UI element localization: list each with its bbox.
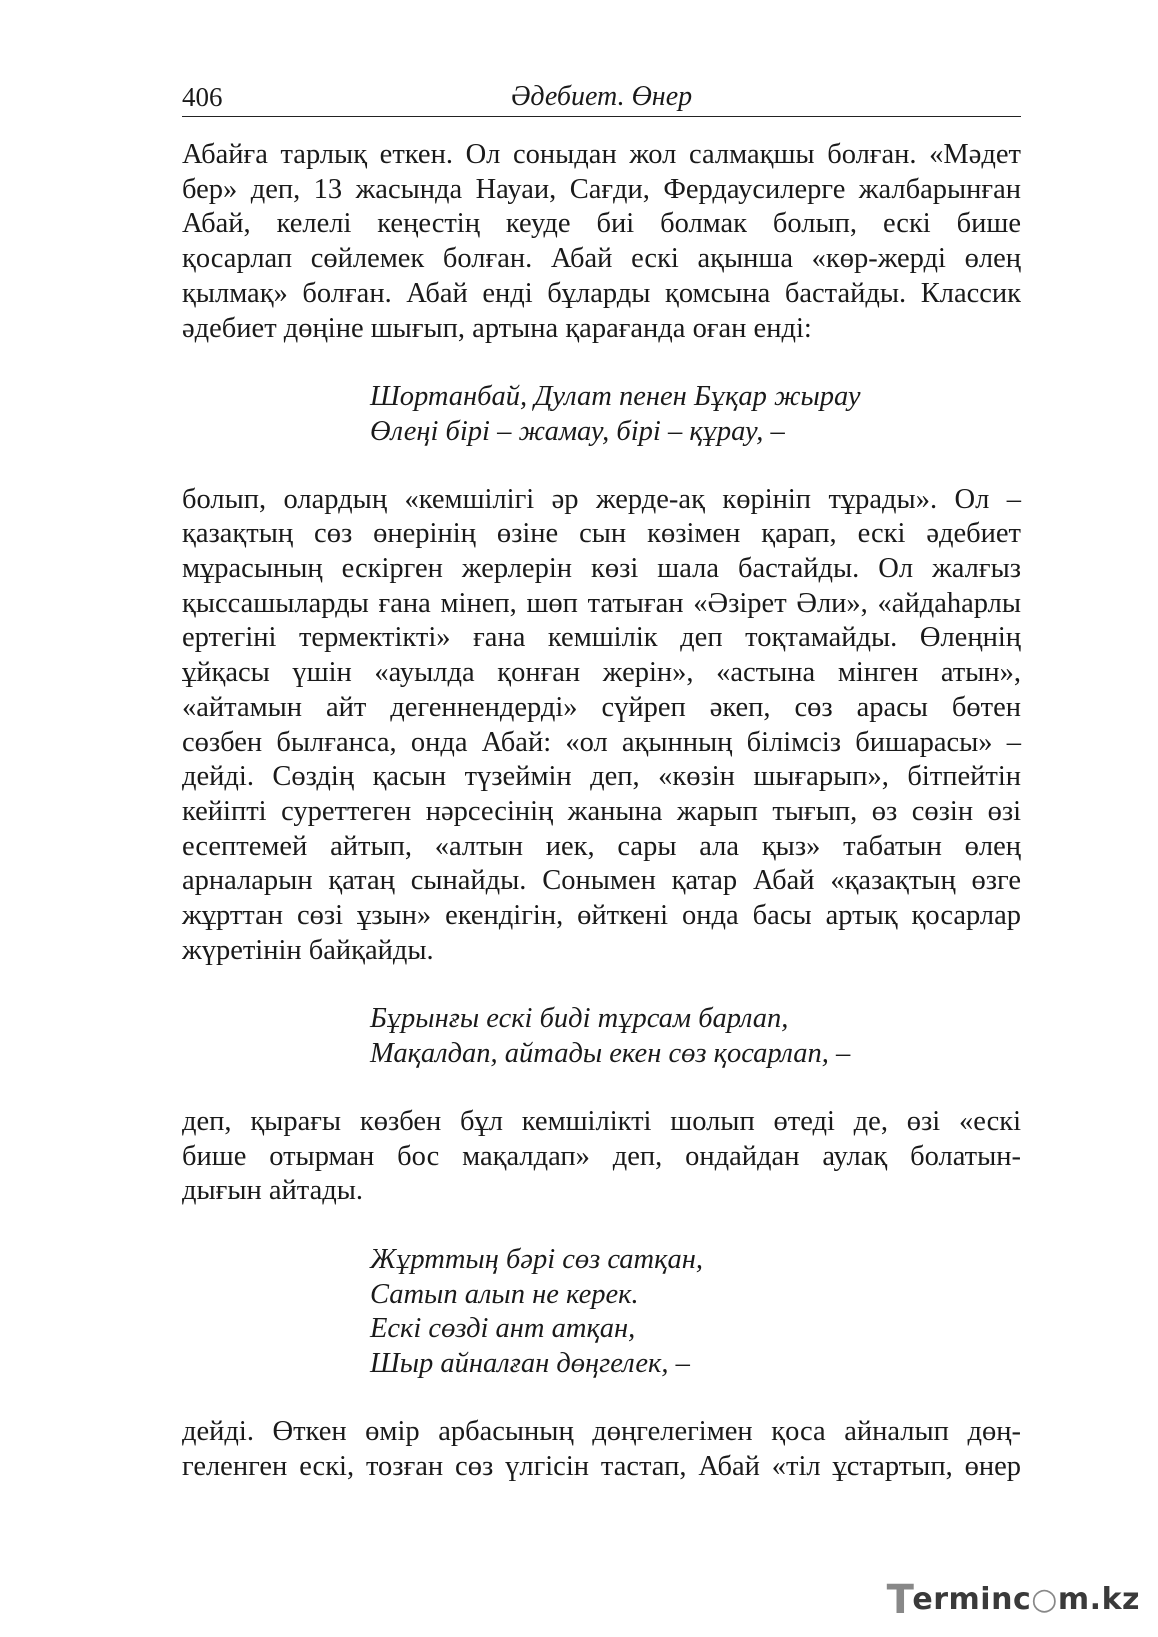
watermark-logo: [886, 1577, 1140, 1623]
spacer: [182, 968, 1021, 1002]
page-number: 406: [182, 82, 223, 112]
text-line: ертегіні термектікті» ғана кемшілік деп тоқтамайды. Өлеңнің: [182, 622, 1021, 654]
text-line: Абайға тарлық еткен. Ол соныдан жол салмақшы болған. «Мәдет: [182, 139, 1021, 170]
verse-block: [182, 1243, 1021, 1382]
text-line: дейді. Сөздің қасын түзеймін деп, «көзін шығарып», бітпейтін: [182, 761, 1021, 793]
paragraph: [182, 138, 1021, 346]
verse-line: Мақалдап, айтады екен сөз қосарлап, –: [370, 1038, 851, 1070]
text-line: дығын айтады.: [182, 1175, 363, 1207]
text-line: бише отырман бос мақалдап» деп, ондайдан аулақ болатын-: [182, 1140, 1021, 1172]
page-body: [182, 138, 1021, 1484]
paragraph: [182, 483, 1021, 969]
spacer: [182, 1072, 1021, 1105]
watermark-t: T: [886, 1577, 915, 1623]
watermark-text-2: m.kz: [1057, 1582, 1140, 1617]
text-line: дейді. Өткен өмір арбасының дөңгелегімен қоса айналып дөң-: [182, 1415, 1021, 1447]
spacer: [182, 1382, 1021, 1415]
text-line: жүретінін байқайды.: [182, 934, 434, 966]
text-line: бер» деп, 13 жасында Науаи, Сағди, Фердаусилерге жалбарынған: [182, 173, 1021, 205]
verse-block: [182, 380, 1021, 449]
text-line: кейіпті суреттеген нәрсесінің жанына жарып тығып, өз сөзін өзі: [182, 795, 1021, 827]
text-line: арналарын қатаң сынайды. Сонымен қатар Абай «қазақтың өзге: [182, 865, 1021, 897]
spacer: [182, 346, 1021, 380]
spacer: [182, 1209, 1021, 1243]
verse-line: Шортанбай, Дулат пенен Бұқар жырау: [370, 381, 861, 413]
verse-block: [182, 1002, 1021, 1071]
spacer: [182, 450, 1021, 483]
text-line: деп, қырағы көзбен бұл кемшілікті шолып өтеді де, өзі «ескі: [182, 1105, 1021, 1137]
verse-line: Шыр айналған дөңгелек, –: [370, 1348, 690, 1380]
text-line: сөзбен былғанса, онда Абай: «ол ақынның білімсіз бишарасы» –: [182, 726, 1021, 758]
verse-line: Ескі сөзді ант атқан,: [370, 1313, 636, 1345]
text-line: әдебиет дөңіне шығып, артына қарағанда оған енді:: [182, 312, 812, 344]
watermark-text-1: erminc: [912, 1582, 1032, 1617]
text-line: есептемей айтып, «алтын иек, сары ала қыз» табатын өлең: [182, 830, 1021, 862]
watermark-o: ○: [1031, 1582, 1058, 1617]
verse-line: Өлеңі бірі – жамау, бірі – құрау, –: [370, 415, 785, 447]
text-line: мұрасының ескірген жерлерін көзі шала бастайды. Ол жалғыз: [182, 553, 1021, 585]
text-line: қазақтың сөз өнерінің өзіне сын көзімен қарап, ескі әдебиет: [182, 518, 1021, 550]
text-line: болып, олардың «кемшілігі әр жерде-ақ көрініп тұрады». Ол –: [182, 483, 1021, 515]
text-line: Абай, келелі кеңестің кеуде биі болмак болып, ескі бише: [182, 208, 1021, 240]
paragraph: [182, 1105, 1021, 1209]
text-line: ұйқасы үшін «ауылда қонған жерін», «астына мінген атын»,: [182, 657, 1021, 689]
text-line: қылмақ» болған. Абай енді бұларды қомсына бастайды. Классик: [182, 277, 1021, 309]
text-line: қыссашыларды ғана мінеп, шөп татыған «Әзірет Әли», «айдаһарлы: [182, 587, 1021, 619]
running-head: Әдебиет. Өнер: [510, 81, 693, 112]
page-header: [182, 78, 1021, 117]
text-line: геленген ескі, тозған сөз үлгісін тастап, Абай «тіл ұстартып, өнер: [182, 1450, 1021, 1482]
verse-line: Бұрынғы ескі биді тұрсам барлап,: [370, 1003, 789, 1035]
text-line: қосарлап сөйлемек болған. Абай ескі ақынша «көр-жерді өлең: [182, 243, 1021, 275]
text-line: «айтамын айт дегеннендерді» сүйреп әкеп, сөз арасы бөтен: [182, 691, 1021, 723]
text-line: жұрттан сөзі ұзын» екендігін, өйткені онда басы артық қосарлар: [182, 900, 1021, 932]
verse-line: Сатып алып не керек.: [370, 1278, 639, 1310]
paragraph: [182, 1415, 1021, 1484]
verse-line: Жұрттың бәрі сөз сатқан,: [370, 1243, 703, 1275]
